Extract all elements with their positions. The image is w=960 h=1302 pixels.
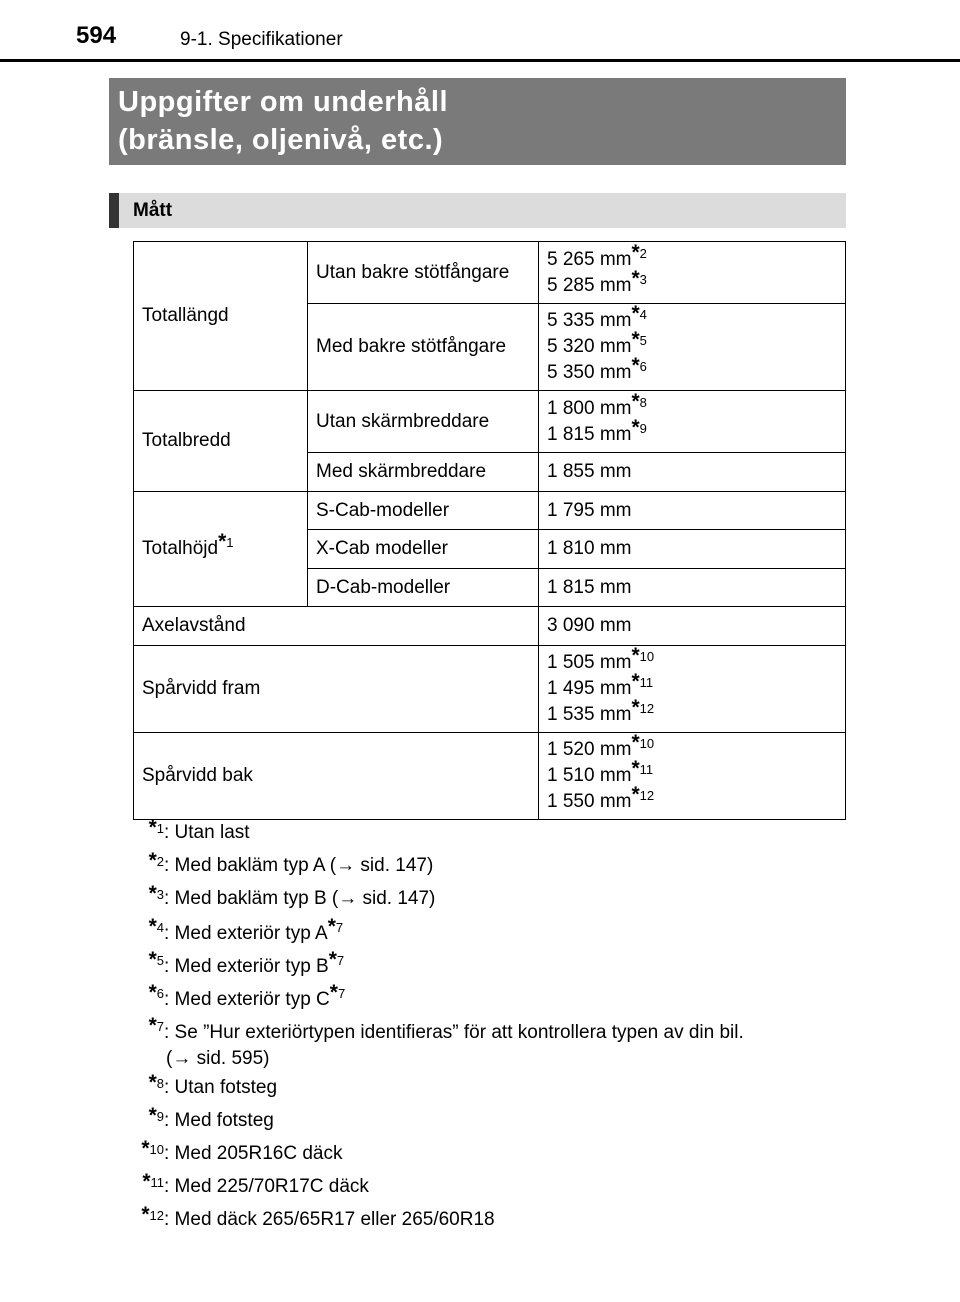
value-text: 1 495 mm	[547, 678, 632, 699]
label-med-skarm: Med skärmbreddare	[308, 453, 539, 492]
footnote-text	[164, 855, 433, 877]
footnote-text-main: : Utan last	[164, 822, 250, 843]
value-line	[547, 328, 837, 360]
footnote-ref: 3	[639, 271, 647, 287]
footnote-star: *	[631, 354, 640, 377]
footnote-star: *	[631, 783, 640, 806]
label-sparvidd-bak: Spårvidd bak	[134, 733, 539, 820]
footnote-num: 7	[156, 1019, 164, 1034]
footnote-star: *	[631, 415, 640, 439]
value-line	[547, 354, 837, 386]
footnote-star: *	[631, 240, 640, 264]
footnote-text-main: : Utan fotsteg	[164, 1077, 278, 1098]
label-scab: S-Cab-modeller	[308, 492, 539, 530]
value-line	[547, 266, 837, 299]
page-number: 594	[76, 22, 117, 49]
value-line	[547, 696, 837, 728]
footnote-star: *	[148, 948, 157, 971]
footnote-num: 11	[150, 1175, 164, 1190]
footnote-num: 3	[156, 887, 164, 902]
footnote-num: 8	[156, 1076, 164, 1091]
footnote-star: *	[327, 915, 336, 938]
footnote-key	[141, 1137, 164, 1167]
footnote-star: *	[148, 816, 157, 839]
value-med-skarm: 1 855 mm	[539, 453, 846, 492]
footnote-star: *	[631, 731, 640, 754]
value-cell	[539, 646, 846, 733]
footnote-ref: 4	[639, 307, 647, 322]
footnote-text	[164, 1077, 277, 1099]
chapter-title-line-2: (bränsle, oljenivå, etc.)	[118, 124, 444, 156]
footnote-star: *	[631, 696, 640, 719]
footnote-text	[164, 948, 345, 978]
footnote-num: 1	[156, 821, 164, 836]
chapter-title-box	[109, 78, 846, 165]
value-line	[547, 302, 837, 334]
value-cell	[539, 733, 846, 820]
label-utan-bakre: Utan bakre stötfångare	[308, 242, 539, 304]
footnote-text	[164, 915, 344, 945]
footnote-text	[164, 1020, 744, 1072]
value-cell	[539, 304, 846, 391]
footnote-star: *	[631, 302, 640, 325]
footnote-text	[164, 1110, 274, 1132]
value-text: 5 285 mm	[547, 274, 632, 296]
label-dcab: D-Cab-modeller	[308, 569, 539, 607]
footnote-star: *	[631, 757, 640, 780]
footnote-text-main: : Se ”Hur exteriörtypen identifieras” för att kontrollera typen av din bil.	[164, 1022, 744, 1043]
value-line	[547, 757, 837, 789]
header-rule	[0, 59, 960, 62]
label-med-bakre: Med bakre stötfångare	[308, 304, 539, 391]
value-text: 5 265 mm	[547, 248, 632, 270]
footnote-text-main: : Med bakläm typ A (→ sid. 147)	[164, 855, 434, 876]
footnote-num: 12	[149, 1208, 164, 1223]
footnote-text	[164, 1209, 495, 1231]
footnote-ref: 7	[337, 986, 346, 1001]
footnote-text-main: : Med exteriör typ C	[164, 989, 330, 1010]
footnote-key	[141, 1203, 164, 1233]
value-text: 1 520 mm	[547, 739, 632, 760]
label-axelavstand: Axelavstånd	[134, 607, 539, 646]
footnote-key	[148, 1104, 164, 1134]
footnote-ref: 8	[639, 394, 647, 410]
footnote-num: 2	[156, 854, 164, 869]
footnote-ref: 12	[639, 788, 655, 803]
value-dcab: 1 815 mm	[539, 569, 846, 607]
footnote-ref: 10	[639, 649, 655, 664]
footnote-ref: 10	[639, 736, 655, 751]
footnote-key	[148, 1071, 164, 1101]
footnote-ref: 11	[639, 762, 654, 777]
label-totallangd: Totallängd	[134, 242, 308, 391]
footnote-num: 9	[156, 1109, 164, 1124]
label-totalhojd: Totalhöjd*$^1$	[134, 492, 308, 607]
value-text: 5 335 mm	[547, 310, 632, 331]
footnote-ref: 11	[639, 675, 654, 690]
footnote-star: *	[329, 981, 338, 1004]
value-line	[547, 644, 837, 676]
footnote-num: 10	[149, 1142, 164, 1157]
footnote-key	[148, 915, 164, 945]
footnote-star: *	[148, 1014, 157, 1037]
footnote-ref: 7	[335, 920, 344, 935]
footnote-text-main: : Med 225/70R17C däck	[164, 1176, 369, 1197]
subheading-title: Mått	[133, 200, 173, 221]
footnote-star: *	[148, 915, 157, 938]
footnote-ref: 12	[639, 701, 655, 716]
footnote-ref: 9	[639, 420, 647, 436]
footnote-key	[142, 1170, 164, 1200]
footnote-star: *	[631, 328, 640, 351]
footnote-text-main: : Med fotsteg	[164, 1110, 274, 1131]
footnote-text-main: : Med exteriör typ B	[164, 956, 329, 977]
footnote-text-main: : Med 205R16C däck	[164, 1143, 343, 1164]
footnote-num: 4	[156, 920, 164, 935]
footnote-star: *	[148, 882, 157, 905]
footnote-text	[164, 1176, 369, 1198]
value-xcab: 1 810 mm	[539, 530, 846, 569]
footnote-ref: 7	[336, 953, 345, 968]
footnote-star: *	[142, 1170, 151, 1193]
value-line	[547, 783, 837, 815]
value-text: 1 535 mm	[547, 704, 632, 725]
chapter-title-line-1: Uppgifter om underhåll	[118, 86, 448, 118]
footnote-star: *	[141, 1137, 150, 1160]
footnote-ref: 2	[639, 245, 647, 261]
value-text: 1 800 mm	[547, 397, 632, 419]
footnote-text	[164, 888, 435, 910]
footnote-text	[164, 981, 346, 1011]
footnote-text-main: : Med däck 265/65R17 eller 265/60R18	[164, 1209, 495, 1230]
value-line	[547, 240, 837, 273]
value-axelavstand: 3 090 mm	[539, 607, 846, 646]
label-totalbredd: Totalbredd	[134, 391, 308, 492]
footnote-text	[164, 1143, 343, 1165]
footnote-star: *	[148, 1104, 157, 1127]
value-text: 5 320 mm	[547, 336, 632, 357]
dimensions-table	[133, 241, 846, 820]
footnote-num: 6	[156, 986, 164, 1001]
footnote-key	[148, 1014, 164, 1044]
value-line	[547, 670, 837, 702]
value-line	[547, 415, 837, 448]
footnote-star: *	[631, 670, 640, 693]
value-text: 1 550 mm	[547, 791, 632, 812]
footnote-key	[148, 882, 164, 912]
value-line	[547, 389, 837, 422]
footnote-star: *	[141, 1203, 150, 1226]
subheading-box	[109, 193, 846, 228]
footnote-key	[148, 816, 164, 846]
footnote-star: *	[631, 266, 640, 290]
label-utan-skarm: Utan skärmbreddare	[308, 391, 539, 453]
footnote-star: *	[631, 389, 640, 413]
footnote-ref: 6	[639, 359, 647, 374]
label-sparvidd-fram: Spårvidd fram	[134, 646, 539, 733]
value-line	[547, 731, 837, 763]
footnote-text-main: : Med exteriör typ A	[164, 923, 328, 944]
footnote-key	[148, 948, 164, 978]
footnote-star: *	[631, 644, 640, 667]
footnote-key	[148, 849, 164, 879]
value-text: 1 510 mm	[547, 765, 632, 786]
section-title: 9-1. Specifikationer	[180, 29, 343, 50]
footnote-text-main: : Med bakläm typ B (→ sid. 147)	[164, 888, 436, 909]
label-xcab: X-Cab modeller	[308, 530, 539, 569]
footnote-text-line2: (→ sid. 595)	[166, 1048, 270, 1069]
footnote-star: *	[328, 948, 337, 971]
footnote-key	[148, 981, 164, 1011]
footnote-ref: 5	[639, 333, 647, 348]
value-text: 1 815 mm	[547, 423, 632, 445]
value-text: 5 350 mm	[547, 362, 632, 383]
value-cell	[539, 391, 846, 453]
footnote-num: 5	[156, 953, 164, 968]
footnote-star: *	[148, 1071, 157, 1094]
value-text: 1 505 mm	[547, 652, 632, 673]
value-cell	[539, 242, 846, 304]
footnote-star: *	[148, 849, 157, 872]
footnote-star: *	[148, 981, 157, 1004]
value-scab: 1 795 mm	[539, 492, 846, 530]
footnote-text	[164, 822, 250, 844]
